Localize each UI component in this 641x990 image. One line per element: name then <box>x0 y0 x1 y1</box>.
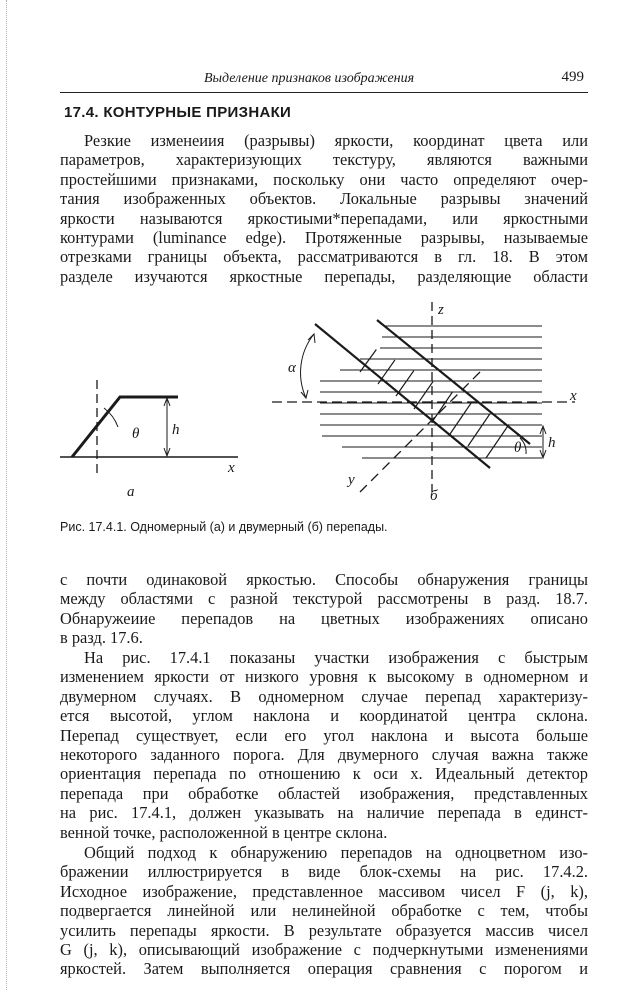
paragraph-intro <box>60 131 588 286</box>
text-line: яркости называются яркостиыми*перепадами, или яркостными <box>60 208 588 228</box>
text-line: ориентация перепада по отношению к оси x. Идеальный детектор <box>60 764 588 784</box>
h-label-b: h <box>548 435 556 451</box>
text-line: подвергается линейной или нелинейной обработке с тем, чтобы <box>60 901 588 921</box>
z-label: z <box>438 302 444 318</box>
x-label-a: x <box>228 460 235 476</box>
horizontal-hatching <box>320 326 542 458</box>
text-line: венной точке, расположенной в центре склона. <box>60 822 388 842</box>
text-line: перепада при обработке областей изображения, представленных <box>60 783 588 803</box>
running-title: Выделение признаков изображения <box>204 71 415 86</box>
text-line: усилить перепады яркости. В результате образуется массив чисел <box>60 920 588 940</box>
paragraph-general-approach <box>60 843 588 979</box>
text-line: между областями с разной текстурой рассмотрены в разд. 18.7. <box>60 589 588 609</box>
section-heading: 17.4. КОНТУРНЫЕ ПРИЗНАКИ <box>64 104 292 121</box>
text-line: яркостей. Затем выполняется операция сравнения с порогом и <box>60 959 588 979</box>
paragraph-figure-description <box>60 648 588 842</box>
alpha-label: α <box>288 360 296 376</box>
panel-a-diagram <box>60 380 238 500</box>
text-line: G (j, k), описывающий изображение с подчеркнутыми изменениями <box>60 940 588 960</box>
page-edge-divider <box>6 0 7 990</box>
text-line: изменением яркости от низкого уровня к высокому в одномерном и <box>60 667 588 687</box>
y-label: y <box>348 472 355 488</box>
page-number: 499 <box>561 69 584 85</box>
text-line: ется высотой, углом наклона и координатой центра склона. <box>60 706 588 726</box>
text-line: параметров, характеризующих текстуру, являются важными <box>60 150 588 170</box>
text-line: некоторого заданного порога. Для двумерного случая важна также <box>60 745 588 765</box>
text-line: бражении иллюстрируется в виде блок-схемы на рис. 17.4.2. <box>60 862 588 882</box>
panel-b-diagram <box>272 302 577 504</box>
text-line: На рис. 17.4.1 показаны участки изображения с быстрым <box>84 648 588 667</box>
panel-b-label: б <box>430 488 438 504</box>
text-line: Общий подход к обнаружению перепадов на одноцветном изо- <box>84 843 588 862</box>
theta-label-b: θ <box>514 440 522 456</box>
text-line: двумерном случаях. В одномерном случае перепад характеризу- <box>60 686 588 706</box>
text-line: Резкие изменеиия (разрывы) яркости, координат цвета или <box>84 131 588 150</box>
band-edge-lower <box>315 324 490 468</box>
text-line: Обнаружеиие перепадов на цветных изображениях описано <box>60 608 588 628</box>
text-line: в разд. 17.6. <box>60 628 143 648</box>
edge-profile-a <box>72 397 178 457</box>
figure-caption: Рис. 17.4.1. Одномерный (а) и двумерный (б) перепады. <box>60 520 388 534</box>
text-line: разделе изучаются яркостные перепады, разделяющие области <box>60 266 588 286</box>
text-line: простейшими признаками, поскольку они часто определяют очер- <box>60 169 588 189</box>
text-line: Перепад существует, если его угол наклона и высота больше <box>60 725 588 745</box>
figure-edges <box>60 292 600 512</box>
figure-diagram <box>60 292 600 512</box>
theta-label-a: θ <box>132 426 140 442</box>
text-line: контурами (luminance edge). Протяженные разрывы, называемые <box>60 228 588 248</box>
y-axis <box>360 372 480 492</box>
alpha-arc <box>301 334 314 398</box>
running-header <box>60 68 588 93</box>
h-label-a: h <box>172 422 180 438</box>
text-line: с почти одинаковой яркостью. Способы обнаружения границы <box>60 570 588 589</box>
text-line: на рис. 17.4.1, должен указывать на наличие перепада в единст- <box>60 803 588 823</box>
paragraph-continuation <box>60 570 588 648</box>
theta-arc-a <box>104 408 118 427</box>
text-line: Исходное изображение, представленное массивом чисел F (j, k), <box>60 881 588 901</box>
text-line: отрезками границы объекта, рассматриваются в гл. 18. В этом <box>60 247 588 267</box>
text-line: тания изображенных объектов. Локальные разрывы значений <box>60 189 588 209</box>
panel-a-label: а <box>127 484 135 500</box>
x-label-b: x <box>570 388 577 404</box>
